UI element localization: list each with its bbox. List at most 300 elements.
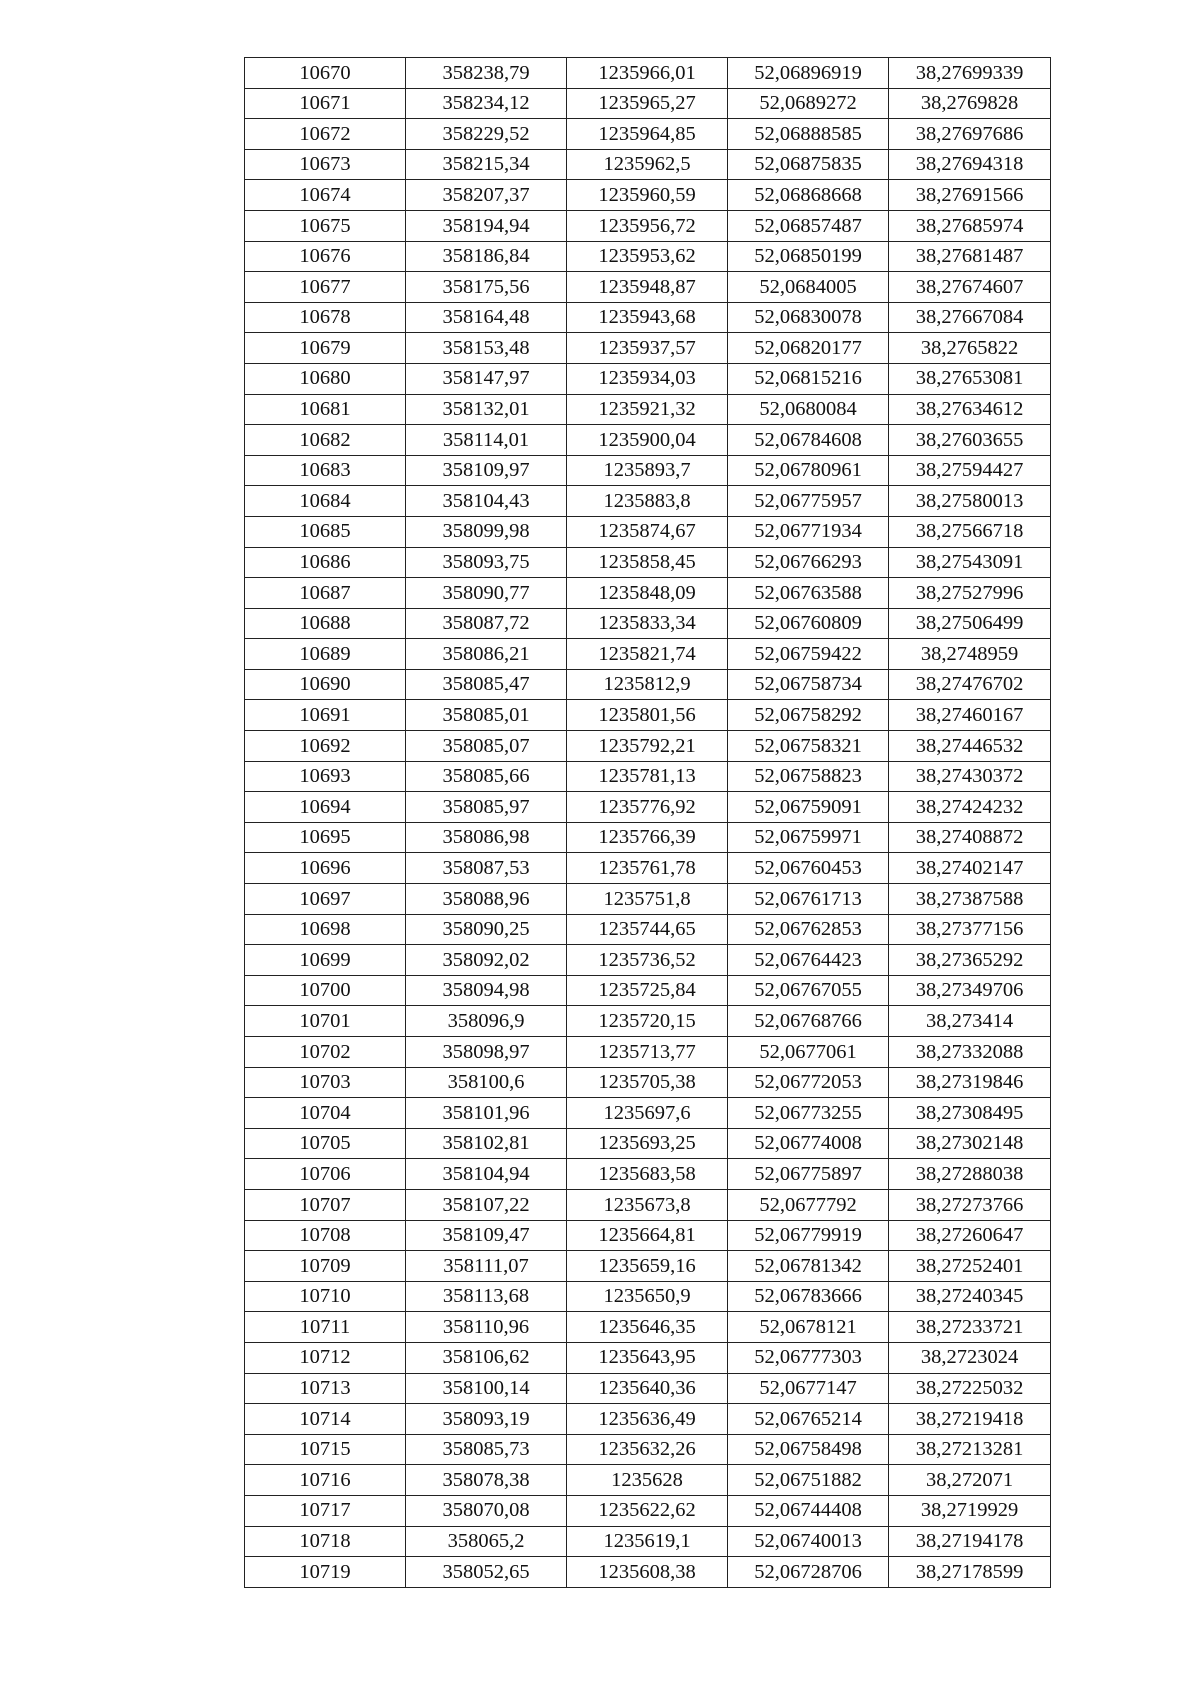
- x-coordinate-cell: 358065,2: [406, 1526, 567, 1557]
- table-row: [245, 761, 1051, 792]
- longitude-cell: 38,27332088: [889, 1037, 1051, 1068]
- x-coordinate-cell: 358110,96: [406, 1312, 567, 1343]
- point-number-cell: 10680: [245, 363, 406, 394]
- latitude-cell: 52,06780961: [728, 455, 889, 486]
- y-coordinate-cell: 1235632,26: [567, 1434, 728, 1465]
- table-row: [245, 1037, 1051, 1068]
- latitude-cell: 52,06830078: [728, 302, 889, 333]
- y-coordinate-cell: 1235664,81: [567, 1220, 728, 1251]
- point-number-cell: 10702: [245, 1037, 406, 1068]
- y-coordinate-cell: 1235953,62: [567, 241, 728, 272]
- latitude-cell: 52,06783666: [728, 1281, 889, 1312]
- table-row: [245, 333, 1051, 364]
- point-number-cell: 10681: [245, 394, 406, 425]
- point-number-cell: 10672: [245, 119, 406, 150]
- point-number-cell: 10700: [245, 975, 406, 1006]
- y-coordinate-cell: 1235619,1: [567, 1526, 728, 1557]
- x-coordinate-cell: 358085,01: [406, 700, 567, 731]
- latitude-cell: 52,06767055: [728, 975, 889, 1006]
- table-row: [245, 792, 1051, 823]
- point-number-cell: 10675: [245, 210, 406, 241]
- longitude-cell: 38,27697686: [889, 119, 1051, 150]
- table-row: [245, 1495, 1051, 1526]
- latitude-cell: 52,06779919: [728, 1220, 889, 1251]
- latitude-cell: 52,06763588: [728, 578, 889, 609]
- point-number-cell: 10716: [245, 1465, 406, 1496]
- y-coordinate-cell: 1235628: [567, 1465, 728, 1496]
- latitude-cell: 52,06815216: [728, 363, 889, 394]
- point-number-cell: 10693: [245, 761, 406, 792]
- y-coordinate-cell: 1235725,84: [567, 975, 728, 1006]
- longitude-cell: 38,27694318: [889, 149, 1051, 180]
- point-number-cell: 10707: [245, 1189, 406, 1220]
- x-coordinate-cell: 358111,07: [406, 1251, 567, 1282]
- longitude-cell: 38,27387588: [889, 884, 1051, 915]
- y-coordinate-cell: 1235883,8: [567, 486, 728, 517]
- y-coordinate-cell: 1235821,74: [567, 639, 728, 670]
- latitude-cell: 52,06773255: [728, 1098, 889, 1129]
- y-coordinate-cell: 1235761,78: [567, 853, 728, 884]
- table-row: [245, 945, 1051, 976]
- latitude-cell: 52,06760453: [728, 853, 889, 884]
- y-coordinate-cell: 1235622,62: [567, 1495, 728, 1526]
- point-number-cell: 10691: [245, 700, 406, 731]
- longitude-cell: 38,2748959: [889, 639, 1051, 670]
- longitude-cell: 38,27506499: [889, 608, 1051, 639]
- x-coordinate-cell: 358085,07: [406, 731, 567, 762]
- latitude-cell: 52,06781342: [728, 1251, 889, 1282]
- x-coordinate-cell: 358088,96: [406, 884, 567, 915]
- point-number-cell: 10714: [245, 1404, 406, 1435]
- longitude-cell: 38,27252401: [889, 1251, 1051, 1282]
- y-coordinate-cell: 1235965,27: [567, 88, 728, 119]
- y-coordinate-cell: 1235833,34: [567, 608, 728, 639]
- y-coordinate-cell: 1235966,01: [567, 58, 728, 89]
- y-coordinate-cell: 1235736,52: [567, 945, 728, 976]
- latitude-cell: 52,0684005: [728, 272, 889, 303]
- latitude-cell: 52,06762853: [728, 914, 889, 945]
- x-coordinate-cell: 358132,01: [406, 394, 567, 425]
- latitude-cell: 52,06758292: [728, 700, 889, 731]
- y-coordinate-cell: 1235801,56: [567, 700, 728, 731]
- point-number-cell: 10670: [245, 58, 406, 89]
- x-coordinate-cell: 358094,98: [406, 975, 567, 1006]
- x-coordinate-cell: 358153,48: [406, 333, 567, 364]
- latitude-cell: 52,06868668: [728, 180, 889, 211]
- table-row: [245, 1465, 1051, 1496]
- table-row: [245, 884, 1051, 915]
- longitude-cell: 38,27240345: [889, 1281, 1051, 1312]
- latitude-cell: 52,06768766: [728, 1006, 889, 1037]
- longitude-cell: 38,27260647: [889, 1220, 1051, 1251]
- latitude-cell: 52,0677061: [728, 1037, 889, 1068]
- latitude-cell: 52,06857487: [728, 210, 889, 241]
- table-row: [245, 669, 1051, 700]
- table-row: [245, 731, 1051, 762]
- y-coordinate-cell: 1235792,21: [567, 731, 728, 762]
- point-number-cell: 10689: [245, 639, 406, 670]
- latitude-cell: 52,06850199: [728, 241, 889, 272]
- latitude-cell: 52,06775897: [728, 1159, 889, 1190]
- latitude-cell: 52,0678121: [728, 1312, 889, 1343]
- x-coordinate-cell: 358102,81: [406, 1128, 567, 1159]
- x-coordinate-cell: 358099,98: [406, 516, 567, 547]
- y-coordinate-cell: 1235650,9: [567, 1281, 728, 1312]
- y-coordinate-cell: 1235713,77: [567, 1037, 728, 1068]
- y-coordinate-cell: 1235673,8: [567, 1189, 728, 1220]
- longitude-cell: 38,2723024: [889, 1342, 1051, 1373]
- longitude-cell: 38,27674607: [889, 272, 1051, 303]
- longitude-cell: 38,27225032: [889, 1373, 1051, 1404]
- x-coordinate-cell: 358093,75: [406, 547, 567, 578]
- latitude-cell: 52,06744408: [728, 1495, 889, 1526]
- latitude-cell: 52,06728706: [728, 1557, 889, 1588]
- y-coordinate-cell: 1235948,87: [567, 272, 728, 303]
- point-number-cell: 10703: [245, 1067, 406, 1098]
- longitude-cell: 38,27349706: [889, 975, 1051, 1006]
- longitude-cell: 38,27594427: [889, 455, 1051, 486]
- table-row: [245, 1557, 1051, 1588]
- longitude-cell: 38,27460167: [889, 700, 1051, 731]
- table-row: [245, 1526, 1051, 1557]
- table-row: [245, 241, 1051, 272]
- y-coordinate-cell: 1235697,6: [567, 1098, 728, 1129]
- y-coordinate-cell: 1235934,03: [567, 363, 728, 394]
- y-coordinate-cell: 1235848,09: [567, 578, 728, 609]
- longitude-cell: 38,27273766: [889, 1189, 1051, 1220]
- y-coordinate-cell: 1235693,25: [567, 1128, 728, 1159]
- longitude-cell: 38,27430372: [889, 761, 1051, 792]
- table-row: [245, 516, 1051, 547]
- longitude-cell: 38,27213281: [889, 1434, 1051, 1465]
- x-coordinate-cell: 358234,12: [406, 88, 567, 119]
- table-row: [245, 547, 1051, 578]
- longitude-cell: 38,27377156: [889, 914, 1051, 945]
- y-coordinate-cell: 1235900,04: [567, 425, 728, 456]
- x-coordinate-cell: 358106,62: [406, 1342, 567, 1373]
- point-number-cell: 10671: [245, 88, 406, 119]
- longitude-cell: 38,27288038: [889, 1159, 1051, 1190]
- x-coordinate-cell: 358229,52: [406, 119, 567, 150]
- x-coordinate-cell: 358087,53: [406, 853, 567, 884]
- point-number-cell: 10687: [245, 578, 406, 609]
- x-coordinate-cell: 358086,98: [406, 822, 567, 853]
- y-coordinate-cell: 1235720,15: [567, 1006, 728, 1037]
- x-coordinate-cell: 358104,94: [406, 1159, 567, 1190]
- x-coordinate-cell: 358101,96: [406, 1098, 567, 1129]
- table-row: [245, 1251, 1051, 1282]
- latitude-cell: 52,06771934: [728, 516, 889, 547]
- y-coordinate-cell: 1235962,5: [567, 149, 728, 180]
- x-coordinate-cell: 358090,25: [406, 914, 567, 945]
- latitude-cell: 52,06784608: [728, 425, 889, 456]
- x-coordinate-cell: 358175,56: [406, 272, 567, 303]
- latitude-cell: 52,0677147: [728, 1373, 889, 1404]
- longitude-cell: 38,2765822: [889, 333, 1051, 364]
- x-coordinate-cell: 358052,65: [406, 1557, 567, 1588]
- x-coordinate-cell: 358087,72: [406, 608, 567, 639]
- longitude-cell: 38,27424232: [889, 792, 1051, 823]
- y-coordinate-cell: 1235643,95: [567, 1342, 728, 1373]
- table-row: [245, 149, 1051, 180]
- point-number-cell: 10698: [245, 914, 406, 945]
- table-row: [245, 58, 1051, 89]
- x-coordinate-cell: 358070,08: [406, 1495, 567, 1526]
- table-row: [245, 1434, 1051, 1465]
- x-coordinate-cell: 358090,77: [406, 578, 567, 609]
- table-row: [245, 180, 1051, 211]
- latitude-cell: 52,06740013: [728, 1526, 889, 1557]
- table-row: [245, 1128, 1051, 1159]
- point-number-cell: 10686: [245, 547, 406, 578]
- y-coordinate-cell: 1235937,57: [567, 333, 728, 364]
- point-number-cell: 10683: [245, 455, 406, 486]
- point-number-cell: 10708: [245, 1220, 406, 1251]
- latitude-cell: 52,06758321: [728, 731, 889, 762]
- point-number-cell: 10705: [245, 1128, 406, 1159]
- table-row: [245, 1220, 1051, 1251]
- y-coordinate-cell: 1235781,13: [567, 761, 728, 792]
- y-coordinate-cell: 1235960,59: [567, 180, 728, 211]
- y-coordinate-cell: 1235858,45: [567, 547, 728, 578]
- y-coordinate-cell: 1235751,8: [567, 884, 728, 915]
- latitude-cell: 52,06775957: [728, 486, 889, 517]
- longitude-cell: 38,27219418: [889, 1404, 1051, 1435]
- longitude-cell: 38,27667084: [889, 302, 1051, 333]
- latitude-cell: 52,06820177: [728, 333, 889, 364]
- latitude-cell: 52,06751882: [728, 1465, 889, 1496]
- point-number-cell: 10678: [245, 302, 406, 333]
- point-number-cell: 10706: [245, 1159, 406, 1190]
- longitude-cell: 38,27543091: [889, 547, 1051, 578]
- point-number-cell: 10692: [245, 731, 406, 762]
- longitude-cell: 38,27446532: [889, 731, 1051, 762]
- point-number-cell: 10704: [245, 1098, 406, 1129]
- point-number-cell: 10699: [245, 945, 406, 976]
- y-coordinate-cell: 1235659,16: [567, 1251, 728, 1282]
- table-row: [245, 88, 1051, 119]
- table-row: [245, 1098, 1051, 1129]
- x-coordinate-cell: 358238,79: [406, 58, 567, 89]
- latitude-cell: 52,06896919: [728, 58, 889, 89]
- longitude-cell: 38,27566718: [889, 516, 1051, 547]
- table-row: [245, 1281, 1051, 1312]
- point-number-cell: 10694: [245, 792, 406, 823]
- table-row: [245, 822, 1051, 853]
- point-number-cell: 10684: [245, 486, 406, 517]
- y-coordinate-cell: 1235893,7: [567, 455, 728, 486]
- x-coordinate-cell: 358164,48: [406, 302, 567, 333]
- x-coordinate-cell: 358085,73: [406, 1434, 567, 1465]
- longitude-cell: 38,27476702: [889, 669, 1051, 700]
- x-coordinate-cell: 358085,97: [406, 792, 567, 823]
- latitude-cell: 52,06765214: [728, 1404, 889, 1435]
- table-row: [245, 394, 1051, 425]
- latitude-cell: 52,06888585: [728, 119, 889, 150]
- point-number-cell: 10676: [245, 241, 406, 272]
- x-coordinate-cell: 358147,97: [406, 363, 567, 394]
- latitude-cell: 52,06758498: [728, 1434, 889, 1465]
- point-number-cell: 10719: [245, 1557, 406, 1588]
- point-number-cell: 10673: [245, 149, 406, 180]
- longitude-cell: 38,27603655: [889, 425, 1051, 456]
- x-coordinate-cell: 358085,47: [406, 669, 567, 700]
- table-row: [245, 363, 1051, 394]
- x-coordinate-cell: 358092,02: [406, 945, 567, 976]
- longitude-cell: 38,273414: [889, 1006, 1051, 1037]
- coordinates-table: [244, 57, 1051, 1588]
- latitude-cell: 52,06758734: [728, 669, 889, 700]
- latitude-cell: 52,06759422: [728, 639, 889, 670]
- x-coordinate-cell: 358113,68: [406, 1281, 567, 1312]
- y-coordinate-cell: 1235640,36: [567, 1373, 728, 1404]
- table-row: [245, 639, 1051, 670]
- point-number-cell: 10709: [245, 1251, 406, 1282]
- latitude-cell: 52,0680084: [728, 394, 889, 425]
- x-coordinate-cell: 358104,43: [406, 486, 567, 517]
- x-coordinate-cell: 358086,21: [406, 639, 567, 670]
- y-coordinate-cell: 1235964,85: [567, 119, 728, 150]
- y-coordinate-cell: 1235812,9: [567, 669, 728, 700]
- longitude-cell: 38,27685974: [889, 210, 1051, 241]
- longitude-cell: 38,27580013: [889, 486, 1051, 517]
- point-number-cell: 10696: [245, 853, 406, 884]
- longitude-cell: 38,27653081: [889, 363, 1051, 394]
- y-coordinate-cell: 1235776,92: [567, 792, 728, 823]
- x-coordinate-cell: 358215,34: [406, 149, 567, 180]
- table-row: [245, 608, 1051, 639]
- longitude-cell: 38,27178599: [889, 1557, 1051, 1588]
- latitude-cell: 52,06772053: [728, 1067, 889, 1098]
- x-coordinate-cell: 358207,37: [406, 180, 567, 211]
- latitude-cell: 52,06774008: [728, 1128, 889, 1159]
- latitude-cell: 52,06759091: [728, 792, 889, 823]
- longitude-cell: 38,27365292: [889, 945, 1051, 976]
- y-coordinate-cell: 1235636,49: [567, 1404, 728, 1435]
- x-coordinate-cell: 358186,84: [406, 241, 567, 272]
- table-row: [245, 425, 1051, 456]
- table-row: [245, 486, 1051, 517]
- table-row: [245, 210, 1051, 241]
- latitude-cell: 52,0689272: [728, 88, 889, 119]
- latitude-cell: 52,06764423: [728, 945, 889, 976]
- point-number-cell: 10682: [245, 425, 406, 456]
- point-number-cell: 10674: [245, 180, 406, 211]
- point-number-cell: 10695: [245, 822, 406, 853]
- y-coordinate-cell: 1235943,68: [567, 302, 728, 333]
- latitude-cell: 52,06761713: [728, 884, 889, 915]
- point-number-cell: 10718: [245, 1526, 406, 1557]
- longitude-cell: 38,27681487: [889, 241, 1051, 272]
- point-number-cell: 10710: [245, 1281, 406, 1312]
- latitude-cell: 52,06758823: [728, 761, 889, 792]
- table-row: [245, 1159, 1051, 1190]
- longitude-cell: 38,27302148: [889, 1128, 1051, 1159]
- x-coordinate-cell: 358194,94: [406, 210, 567, 241]
- y-coordinate-cell: 1235646,35: [567, 1312, 728, 1343]
- point-number-cell: 10712: [245, 1342, 406, 1373]
- x-coordinate-cell: 358109,97: [406, 455, 567, 486]
- point-number-cell: 10685: [245, 516, 406, 547]
- point-number-cell: 10690: [245, 669, 406, 700]
- table-row: [245, 1342, 1051, 1373]
- longitude-cell: 38,27527996: [889, 578, 1051, 609]
- point-number-cell: 10677: [245, 272, 406, 303]
- y-coordinate-cell: 1235744,65: [567, 914, 728, 945]
- table-row: [245, 578, 1051, 609]
- longitude-cell: 38,27402147: [889, 853, 1051, 884]
- table-row: [245, 1189, 1051, 1220]
- y-coordinate-cell: 1235705,38: [567, 1067, 728, 1098]
- longitude-cell: 38,2769828: [889, 88, 1051, 119]
- table-row: [245, 119, 1051, 150]
- y-coordinate-cell: 1235608,38: [567, 1557, 728, 1588]
- point-number-cell: 10679: [245, 333, 406, 364]
- table-row: [245, 975, 1051, 1006]
- x-coordinate-cell: 358085,66: [406, 761, 567, 792]
- point-number-cell: 10713: [245, 1373, 406, 1404]
- table-row: [245, 853, 1051, 884]
- x-coordinate-cell: 358078,38: [406, 1465, 567, 1496]
- x-coordinate-cell: 358107,22: [406, 1189, 567, 1220]
- longitude-cell: 38,27233721: [889, 1312, 1051, 1343]
- longitude-cell: 38,27308495: [889, 1098, 1051, 1129]
- table-row: [245, 1373, 1051, 1404]
- x-coordinate-cell: 358093,19: [406, 1404, 567, 1435]
- latitude-cell: 52,06760809: [728, 608, 889, 639]
- longitude-cell: 38,27634612: [889, 394, 1051, 425]
- y-coordinate-cell: 1235874,67: [567, 516, 728, 547]
- x-coordinate-cell: 358098,97: [406, 1037, 567, 1068]
- longitude-cell: 38,272071: [889, 1465, 1051, 1496]
- point-number-cell: 10688: [245, 608, 406, 639]
- latitude-cell: 52,06875835: [728, 149, 889, 180]
- table-row: [245, 1312, 1051, 1343]
- x-coordinate-cell: 358100,14: [406, 1373, 567, 1404]
- y-coordinate-cell: 1235956,72: [567, 210, 728, 241]
- longitude-cell: 38,27699339: [889, 58, 1051, 89]
- x-coordinate-cell: 358096,9: [406, 1006, 567, 1037]
- table-body: [245, 58, 1051, 1588]
- table-row: [245, 1404, 1051, 1435]
- longitude-cell: 38,2719929: [889, 1495, 1051, 1526]
- longitude-cell: 38,27319846: [889, 1067, 1051, 1098]
- longitude-cell: 38,27691566: [889, 180, 1051, 211]
- x-coordinate-cell: 358100,6: [406, 1067, 567, 1098]
- point-number-cell: 10715: [245, 1434, 406, 1465]
- latitude-cell: 52,06777303: [728, 1342, 889, 1373]
- x-coordinate-cell: 358114,01: [406, 425, 567, 456]
- point-number-cell: 10717: [245, 1495, 406, 1526]
- table-row: [245, 914, 1051, 945]
- x-coordinate-cell: 358109,47: [406, 1220, 567, 1251]
- point-number-cell: 10697: [245, 884, 406, 915]
- y-coordinate-cell: 1235766,39: [567, 822, 728, 853]
- latitude-cell: 52,06766293: [728, 547, 889, 578]
- table-row: [245, 700, 1051, 731]
- y-coordinate-cell: 1235683,58: [567, 1159, 728, 1190]
- table-row: [245, 1067, 1051, 1098]
- point-number-cell: 10711: [245, 1312, 406, 1343]
- latitude-cell: 52,06759971: [728, 822, 889, 853]
- table-row: [245, 272, 1051, 303]
- y-coordinate-cell: 1235921,32: [567, 394, 728, 425]
- point-number-cell: 10701: [245, 1006, 406, 1037]
- table-row: [245, 1006, 1051, 1037]
- latitude-cell: 52,0677792: [728, 1189, 889, 1220]
- longitude-cell: 38,27194178: [889, 1526, 1051, 1557]
- table-row: [245, 302, 1051, 333]
